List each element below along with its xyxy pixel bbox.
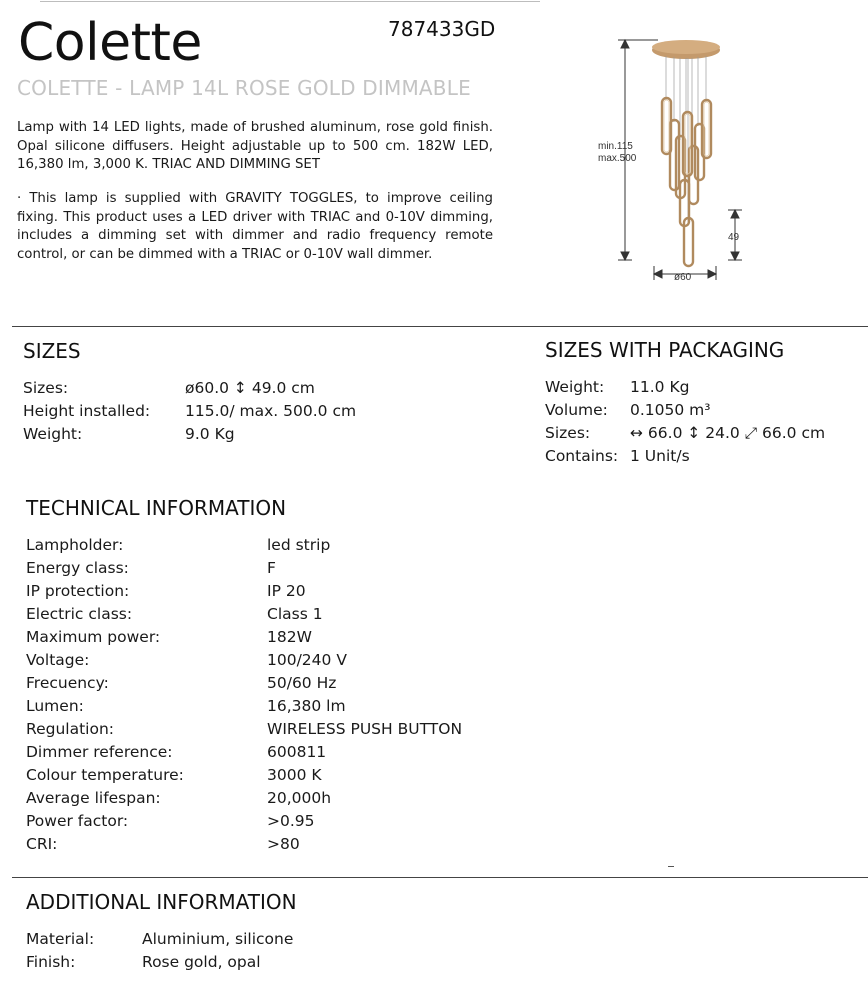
lamp-illustration: [652, 40, 720, 266]
row-label: Lampholder:: [26, 536, 124, 554]
row-label: Voltage:: [26, 651, 90, 669]
row-label: Electric class:: [26, 605, 133, 623]
section-divider: [12, 326, 868, 327]
row-label: IP protection:: [26, 582, 130, 600]
product-subtitle: COLETTE - LAMP 14L ROSE GOLD DIMMABLE: [17, 76, 471, 100]
row-value: led strip: [267, 536, 331, 554]
stray-mark: [668, 866, 674, 867]
row-value: IP 20: [267, 582, 306, 600]
packaging-heading: SIZES WITH PACKAGING: [545, 338, 785, 362]
row-label: Finish:: [26, 953, 76, 971]
product-note: · This lamp is supplied with GRAVITY TOGGLES, to improve ceiling fixing. This product uses a LED driver with TRIAC and 0-10V dimming, includes a dimming set with dimmer and radio frequency remote control, or can be dimmed with a TRIAC or 0-10V wall dimmer.: [17, 191, 493, 262]
row-label: Lumen:: [26, 697, 84, 715]
row-value: 50/60 Hz: [267, 674, 337, 692]
row-value: 20,000h: [267, 789, 332, 807]
additional-heading: ADDITIONAL INFORMATION: [26, 890, 297, 914]
lamp-dimension-diagram: [588, 30, 758, 290]
row-value: >0.95: [267, 812, 315, 830]
product-title: Colette: [18, 13, 202, 73]
row-value: 1 Unit/s: [630, 447, 690, 465]
row-value: ø60.0 ↕ 49.0 cm: [185, 379, 315, 397]
row-label: CRI:: [26, 835, 58, 853]
row-label: Contains:: [545, 447, 619, 465]
row-value: 9.0 Kg: [185, 425, 235, 443]
row-value: 115.0/ max. 500.0 cm: [185, 402, 357, 420]
row-label: Energy class:: [26, 559, 129, 577]
row-value: 16,380 lm: [267, 697, 346, 715]
row-value: Aluminium, silicone: [142, 930, 294, 948]
height-label-min: min.115: [598, 141, 633, 152]
row-value: 11.0 Kg: [630, 378, 690, 396]
sizes-heading: SIZES: [23, 339, 81, 363]
row-value: 3000 K: [267, 766, 322, 784]
row-label: Weight:: [545, 378, 605, 396]
row-value: 600811: [267, 743, 327, 761]
diameter-label: ø60: [674, 272, 692, 283]
row-label: Maximum power:: [26, 628, 161, 646]
row-value: 0.1050 m³: [630, 401, 711, 419]
lamp-height-label: 49: [728, 232, 740, 243]
row-value: WIRELESS PUSH BUTTON: [267, 720, 463, 738]
row-label: Average lifespan:: [26, 789, 161, 807]
row-value: F: [267, 559, 276, 577]
row-value: 100/240 V: [267, 651, 347, 669]
row-label: Power factor:: [26, 812, 129, 830]
height-label-max: max.500: [598, 153, 637, 164]
technical-heading: TECHNICAL INFORMATION: [26, 496, 287, 520]
section-divider: [12, 877, 868, 878]
product-description: Lamp with 14 LED lights, made of brushed aluminum, rose gold finish. Opal silicone diffusers. Height adjustable up to 500 cm. 182W LED, 16,380 lm, 3,000 K. TRIAC AND DIMMING SET: [17, 120, 493, 172]
row-value: ↔ 66.0 ↕ 24.0 ⤢ 66.0 cm: [630, 424, 826, 442]
row-value: Class 1: [267, 605, 323, 623]
row-label: Frecuency:: [26, 674, 109, 692]
row-label: Height installed:: [23, 402, 151, 420]
row-value: Rose gold, opal: [142, 953, 261, 971]
product-reference: 787433GD: [388, 17, 496, 41]
row-label: Material:: [26, 930, 95, 948]
row-value: 182W: [267, 628, 312, 646]
row-label: Sizes:: [545, 424, 591, 442]
row-label: Regulation:: [26, 720, 114, 738]
top-rule: [40, 1, 540, 2]
row-label: Sizes:: [23, 379, 69, 397]
row-label: Volume:: [545, 401, 608, 419]
row-label: Dimmer reference:: [26, 743, 173, 761]
row-value: >80: [267, 835, 300, 853]
row-label: Colour temperature:: [26, 766, 184, 784]
row-label: Weight:: [23, 425, 83, 443]
